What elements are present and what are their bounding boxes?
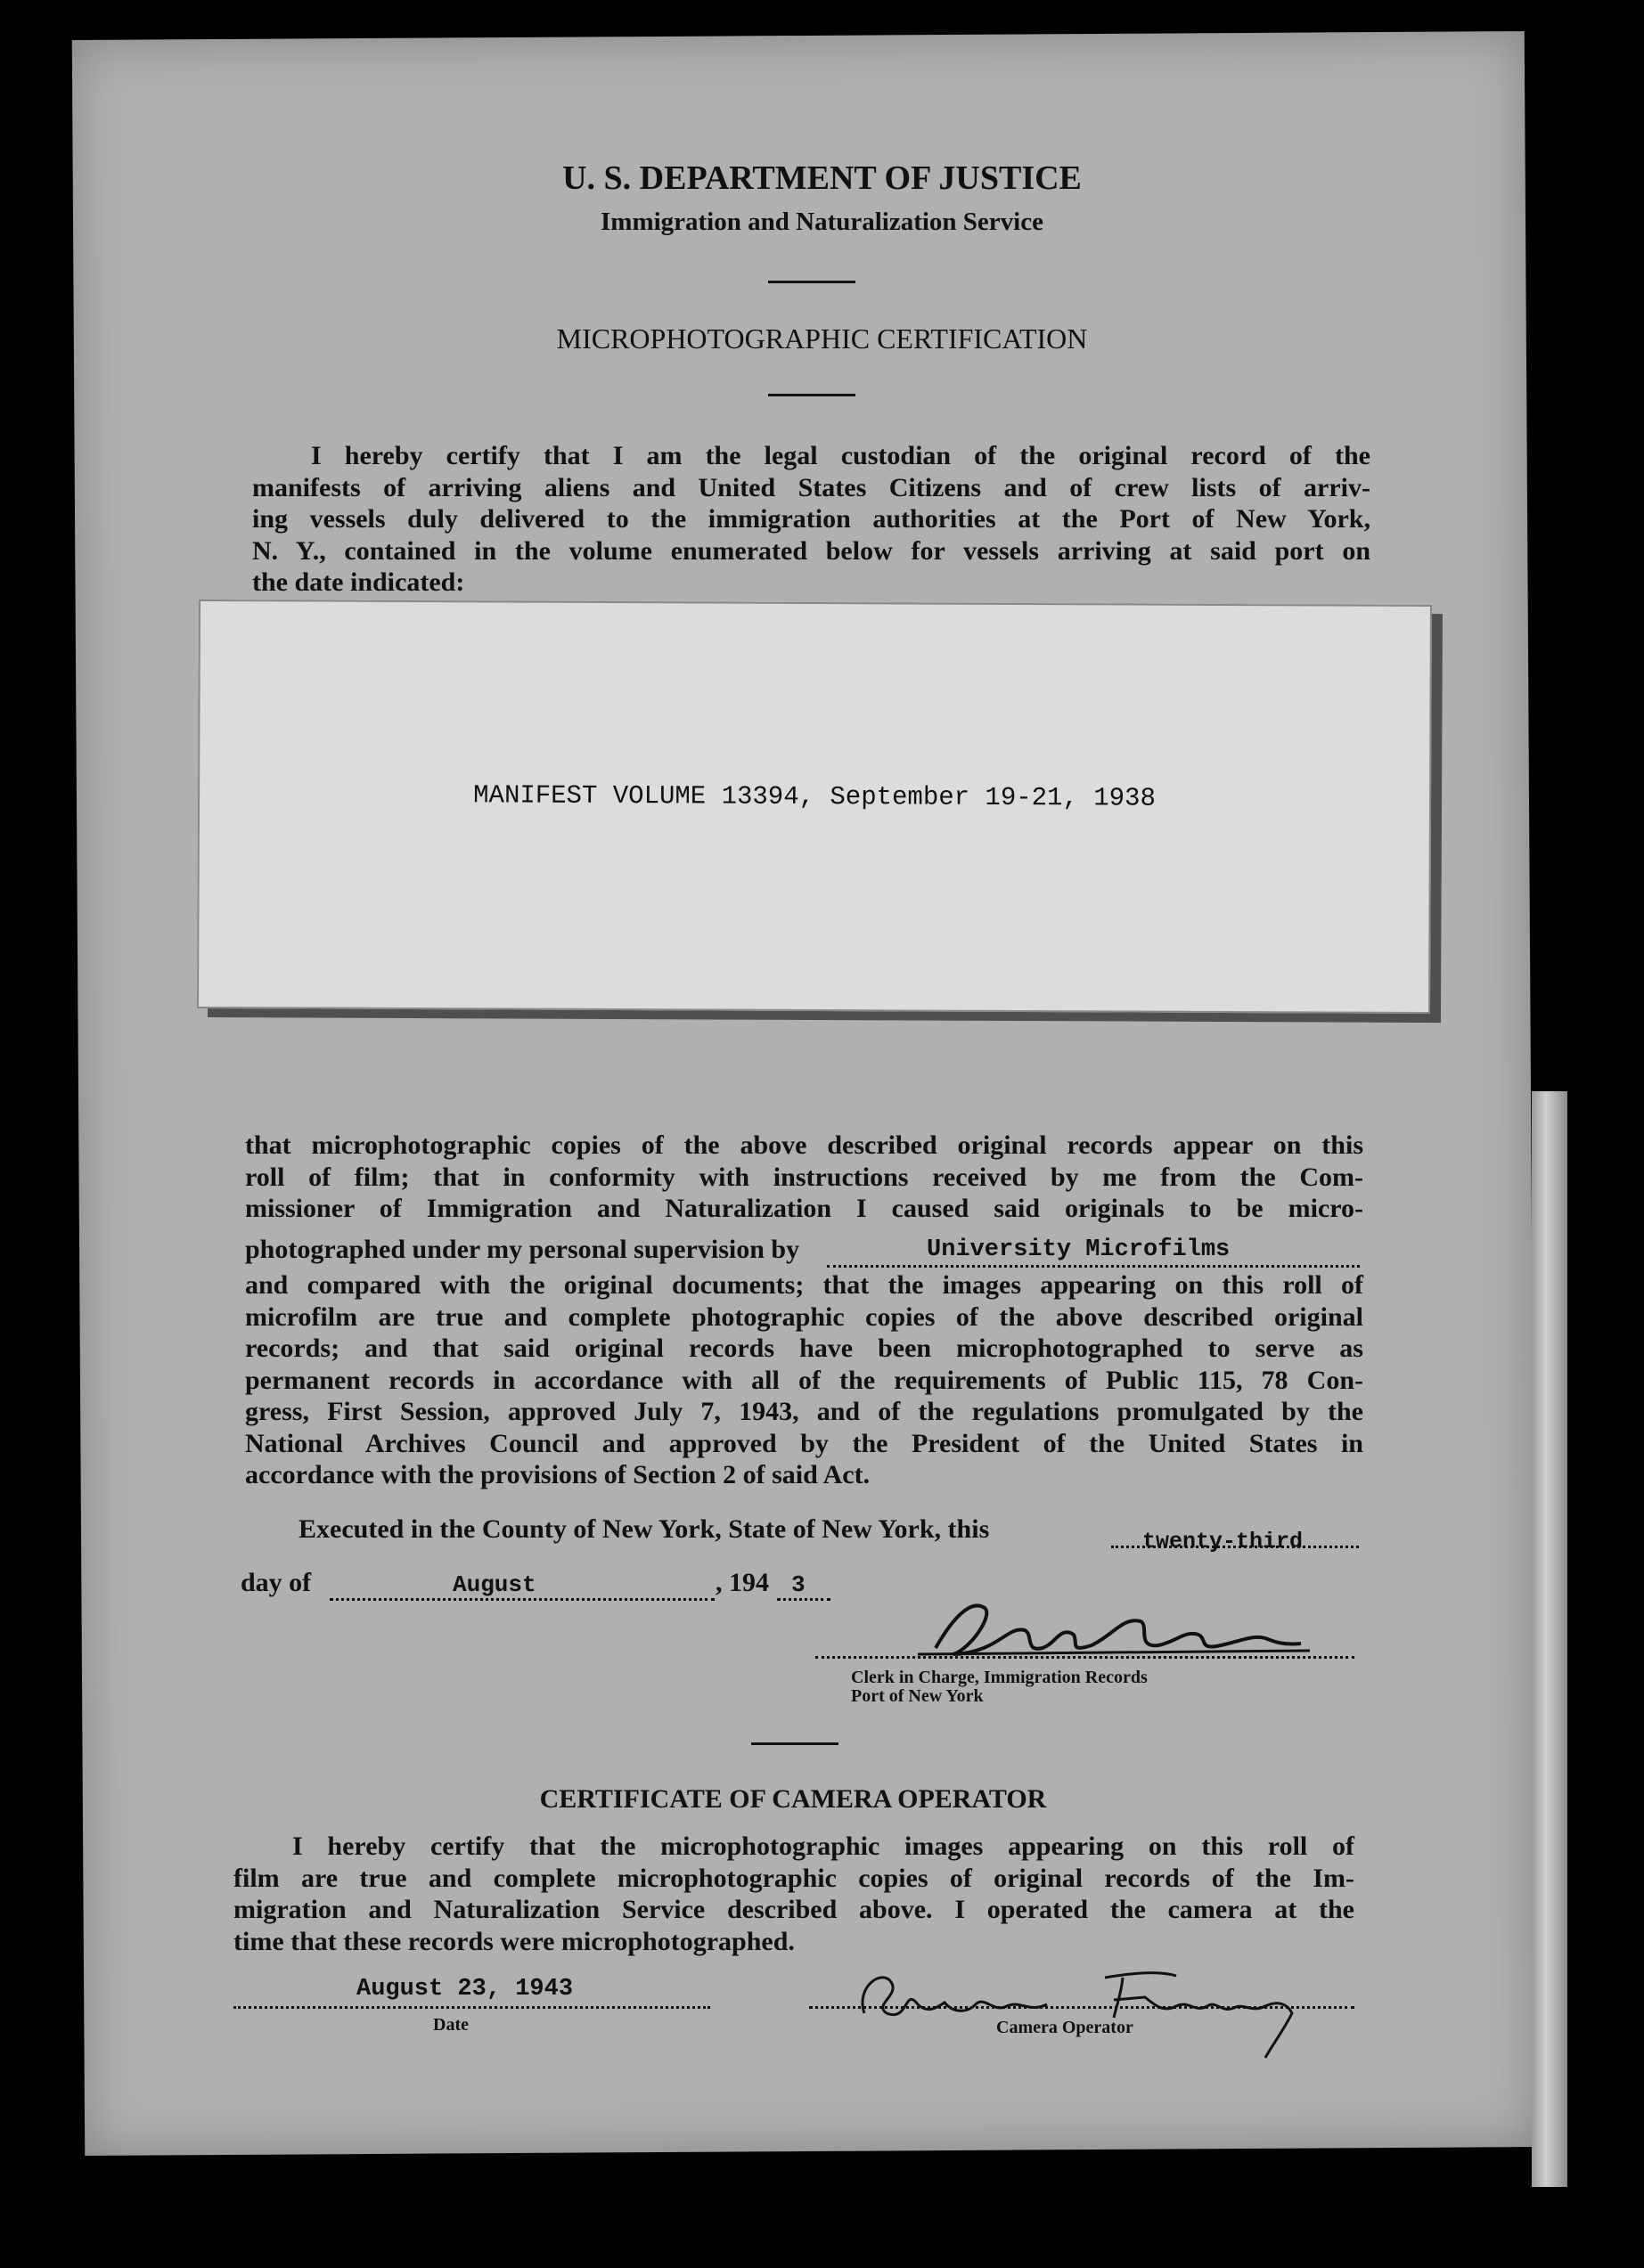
month-dotted-line (330, 1598, 715, 1601)
manifest-volume-text: MANIFEST VOLUME 13394, September 19-21, 1938 (473, 780, 1156, 813)
month-value: August (453, 1571, 536, 1598)
supervisor-dotted-line (827, 1265, 1360, 1268)
body-paragraph-b (245, 1269, 1363, 1491)
camera-certificate-title: CERTIFICATE OF CAMERA OPERATOR (539, 1784, 1047, 1814)
certification-title: MICROPHOTOGRAPHIC CERTIFICATION (556, 322, 1088, 355)
intro-line: N. Y., contained in the volume enumerated below for vessels arriving at said port on (252, 535, 1370, 566)
executed-prefix: Executed in the County of New York, State of New York, this (299, 1514, 990, 1544)
manifest-insert (197, 600, 1432, 1014)
body-line: and compared with the original documents; that the images appearing on this roll of (245, 1270, 1363, 1300)
year-digit: 3 (791, 1571, 806, 1598)
header-divider-top (768, 281, 855, 283)
body-line: roll of film; that in conformity with instructions received by me from the Com- (245, 1162, 1363, 1192)
clerk-signature (900, 1581, 1319, 1670)
camera-line: film are true and complete microphotographic copies of original records of the Im- (233, 1863, 1354, 1893)
date-dotted-line (233, 2006, 710, 2009)
intro-paragraph (252, 440, 1370, 599)
body-line: that microphotographic copies of the above described original records appear on this (245, 1130, 1363, 1160)
body-line: permanent records in accordance with all of the requirements of Public 115, 78 Con- (245, 1365, 1363, 1395)
camera-line: I hereby certify that the microphotographic images appearing on this roll of (292, 1832, 1354, 1861)
intro-line: the date indicated: (252, 567, 465, 597)
body-line: microfilm are true and complete photographic copies of the above described original (245, 1301, 1363, 1332)
body-paragraph-a (245, 1130, 1363, 1225)
body-line: records; and that said original records have been microphotographed to serve as (245, 1334, 1363, 1363)
year-prefix: , 194 (716, 1568, 769, 1597)
date-value: August 23, 1943 (356, 1976, 574, 2003)
clerk-port: Port of New York (851, 1686, 984, 1706)
intro-line: ing vessels duly delivered to the immigration authorities at the Port of New York, (252, 504, 1370, 534)
department-heading: U. S. DEPARTMENT OF JUSTICE (562, 159, 1082, 197)
service-subheading: Immigration and Naturalization Service (601, 208, 1043, 236)
date-label: Date (433, 2015, 469, 2035)
intro-line: manifests of arriving aliens and United States Citizens and of crew lists of arriv- (252, 472, 1370, 502)
section-divider (751, 1742, 838, 1745)
supervisor-name: University Microfilms (927, 1236, 1231, 1263)
executed-day: twenty-third (1142, 1529, 1304, 1554)
camera-paragraph (233, 1831, 1354, 1957)
camera-line: time that these records were microphotographed. (233, 1926, 795, 1956)
intro-line: I hereby certify that I am the legal custodian of the original record of the (311, 441, 1370, 470)
camera-line: migration and Naturalization Service described above. I operated the camera at the (233, 1895, 1354, 1924)
page-edge (1532, 1091, 1567, 2187)
day-of-label: day of (241, 1568, 312, 1597)
camera-operator-label: Camera Operator (996, 2018, 1133, 2037)
body-line: accordance with the provisions of Section 2 of said Act. (245, 1460, 871, 1489)
body-line: National Archives Council and approved by the President of the United States in (245, 1428, 1363, 1458)
body-line: missioner of Immigration and Naturalization I caused said originals to be micro- (245, 1194, 1363, 1223)
operator-signature (838, 1951, 1354, 2067)
year-dotted-line (777, 1598, 830, 1601)
body-line: gress, First Session, approved July 7, 1943, and of the regulations promulgated by the (245, 1397, 1363, 1426)
supervision-prefix: photographed under my personal supervision by (245, 1235, 800, 1264)
header-divider-bottom (768, 394, 855, 396)
clerk-title: Clerk in Charge, Immigration Records (851, 1668, 1148, 1687)
